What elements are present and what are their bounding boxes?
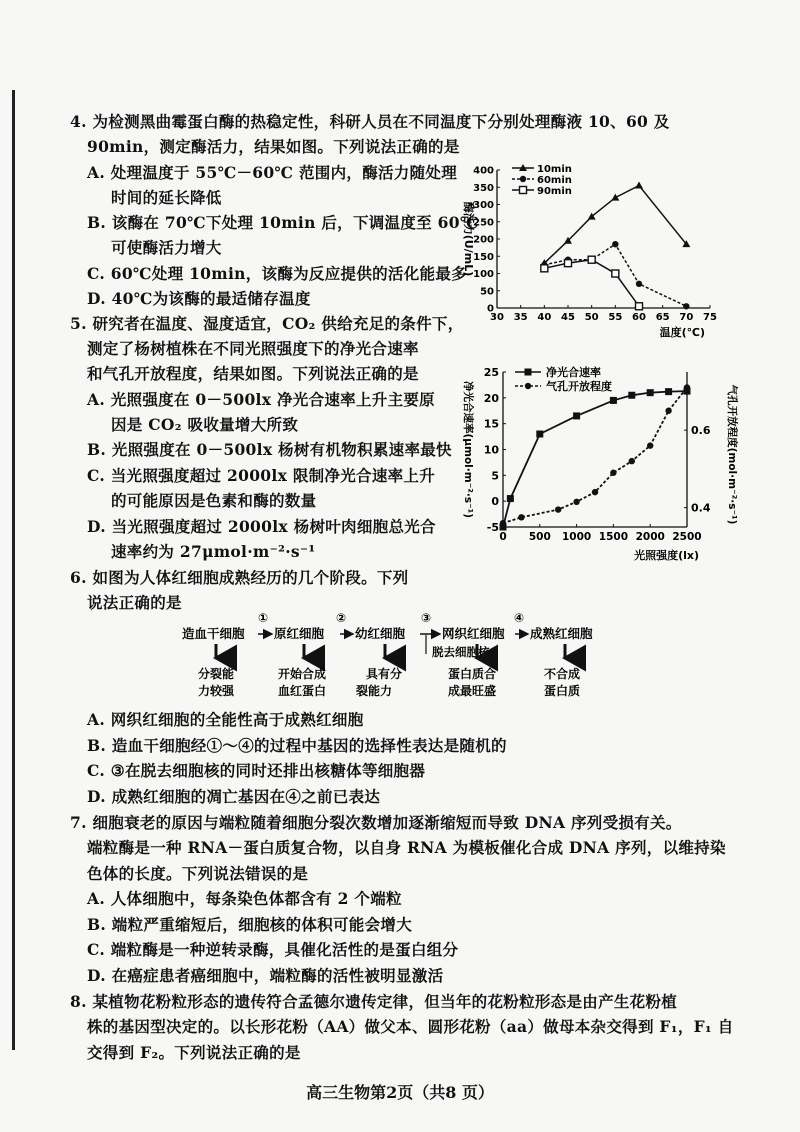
legend-label: 90min xyxy=(537,186,572,197)
x-tick-label: 30 xyxy=(490,312,504,323)
y-tick-label: 250 xyxy=(473,217,494,229)
enzyme-activity-chart xyxy=(455,160,730,338)
q4-option-b-cont: 可使酶活力增大 xyxy=(111,238,222,257)
step-number: ③ xyxy=(421,611,432,625)
stage-label: 网织红细胞 xyxy=(442,626,505,641)
x-tick-label: 75 xyxy=(703,312,717,323)
y-left-tick-label: 15 xyxy=(483,417,499,431)
stage-note: 分裂能 xyxy=(198,667,235,681)
stage-label: 原红细胞 xyxy=(274,626,325,641)
x-tick-label: 65 xyxy=(655,312,670,323)
data-point-60min xyxy=(612,241,618,247)
data-point-净光合速率 xyxy=(507,495,514,502)
q4-option-c: C. 60℃处理 10min，该酶为反应提供的活化能最多 xyxy=(87,264,467,283)
data-point-净光合速率 xyxy=(573,412,580,419)
data-point-净光合速率 xyxy=(536,431,543,438)
y-tick-label: 400 xyxy=(473,165,494,177)
data-point-净光合速率 xyxy=(628,392,635,399)
q5-option-c-cont: 的可能原因是色素和酶的数量 xyxy=(111,491,317,510)
red-cell-maturation-diagram xyxy=(180,606,620,704)
data-point-10min xyxy=(635,182,643,189)
x-tick-label: 1500 xyxy=(598,531,629,543)
step-number: ① xyxy=(258,611,269,625)
x-axis-label: 温度(℃) xyxy=(659,326,705,338)
x-tick-label: 70 xyxy=(679,312,694,323)
q8-stem-line3: 交得到 F₂。下列说法正确的是 xyxy=(87,1043,301,1062)
q5-option-d: D. 当光照强度超过 2000lx 杨树叶肉细胞总光合 xyxy=(87,517,436,536)
q5-stem-line3: 和气孔开放程度，结果如图。下列说法正确的是 xyxy=(87,364,419,383)
stage-note: 力较强 xyxy=(198,684,235,698)
q5-option-c: C. 当光照强度超过 2000lx 限制净光合速率上升 xyxy=(87,466,436,485)
data-point-气孔开放程度 xyxy=(592,489,598,495)
q6-option-d: D. 成熟红细胞的凋亡基因在④之前已表达 xyxy=(87,787,381,806)
data-point-气孔开放程度 xyxy=(610,470,616,476)
y-left-tick-label: 5 xyxy=(491,469,499,483)
legend-label: 10min xyxy=(537,164,572,175)
step-number: ④ xyxy=(514,611,525,625)
x-tick-label: 35 xyxy=(513,312,528,323)
step-number: ② xyxy=(336,611,347,625)
y-right-tick-label: 0.4 xyxy=(691,501,711,515)
y-tick-label: 350 xyxy=(473,182,494,194)
y-left-tick-label: 10 xyxy=(483,443,499,457)
q5-stem-line1: 5. 研究者在温度、湿度适宜，CO₂ 供给充足的条件下， xyxy=(70,314,464,333)
y-axis-label: 酶活力(U/mL) xyxy=(462,201,475,277)
data-point-90min xyxy=(541,265,548,272)
y-tick-label: 50 xyxy=(480,286,494,298)
x-tick-label: 55 xyxy=(608,312,623,323)
q7-option-a: A. 人体细胞中，每条染色体都含有 2 个端粒 xyxy=(87,889,402,908)
q7-stem-line1: 7. 细胞衰老的原因与端粒随着细胞分裂次数增加逐渐缩短而导致 DNA 序列受损有关。 xyxy=(70,813,682,832)
q6-option-b: B. 造血干细胞经①～④的过程中基因的选择性表达是随机的 xyxy=(87,736,507,755)
page-footer: 高三生物第2页（共8 页） xyxy=(306,1083,494,1102)
legend-marker xyxy=(520,176,526,182)
q4-option-a-cont: 时间的延长降低 xyxy=(111,188,222,207)
data-point-90min xyxy=(636,303,643,310)
legend-label: 净光合速率 xyxy=(546,366,601,379)
x-tick-label: 2500 xyxy=(672,531,702,543)
stage-note: 蛋白质 xyxy=(544,684,581,698)
q4-stem-line2: 90min，测定酶活力，结果如图。下列说法正确的是 xyxy=(87,137,460,156)
q5-option-a: A. 光照强度在 0－500lx 净光合速率上升主要原 xyxy=(87,390,435,409)
data-point-60min xyxy=(683,303,689,309)
q7-option-d: D. 在癌症患者癌细胞中，端粒酶的活性被明显激活 xyxy=(87,966,444,985)
stage-note: 蛋白质合 xyxy=(448,667,497,681)
y-tick-label: 0 xyxy=(487,303,494,315)
side-note-label: 脱去细胞核 xyxy=(432,645,490,659)
q6-stem-line2: 说法正确的是 xyxy=(87,593,182,612)
stage-note: 裂能力 xyxy=(356,684,393,698)
data-point-气孔开放程度 xyxy=(647,442,653,448)
photosynthesis-chart xyxy=(455,362,745,572)
data-point-90min xyxy=(565,260,572,267)
data-point-气孔开放程度 xyxy=(629,458,635,464)
q5-option-d-cont: 速率约为 27μmol·m⁻²·s⁻¹ xyxy=(111,542,316,561)
data-point-气孔开放程度 xyxy=(555,506,561,512)
data-point-气孔开放程度 xyxy=(518,514,524,520)
data-point-60min xyxy=(636,281,642,287)
stage-note: 成最旺盛 xyxy=(448,684,497,698)
y-left-tick-label: -5 xyxy=(486,521,499,534)
data-point-气孔开放程度 xyxy=(573,499,579,505)
y-right-axis-label: 气孔开放程度(mol·m⁻²·s⁻¹) xyxy=(726,384,738,525)
q7-stem-line2: 端粒酶是一种 RNA－蛋白质复合物，以自身 RNA 为模板催化合成 DNA 序列，以维持染 xyxy=(87,838,726,857)
x-tick-label: 0 xyxy=(499,531,507,543)
stage-label: 成熟红细胞 xyxy=(530,626,593,641)
data-point-净光合速率 xyxy=(647,389,654,396)
x-tick-label: 60 xyxy=(632,312,646,323)
y-left-tick-label: 0 xyxy=(491,495,499,509)
q4-option-b: B. 该酶在 70℃下处理 10min 后，下调温度至 60℃ xyxy=(87,213,479,232)
q8-stem-line2: 株的基因型决定的。以长形花粉（AA）做父本、圆形花粉（aa）做母本杂交得到 F₁，F₁ 自 xyxy=(87,1017,734,1036)
q6-option-c: C. ③在脱去细胞核的同时还排出核糖体等细胞器 xyxy=(87,761,426,780)
q7-option-c: C. 端粒酶是一种逆转录酶，具催化活性的是蛋白组分 xyxy=(87,940,459,959)
stage-label: 幼红细胞 xyxy=(355,626,406,641)
q5-option-b: B. 光照强度在 0－500lx 杨树有机物积累速率最快 xyxy=(87,440,452,459)
q4-stem-line1: 4. 为检测黑曲霉蛋白酶的热稳定性，科研人员在不同温度下分别处理酶液 10、60 及 xyxy=(70,112,670,131)
x-tick-label: 2000 xyxy=(635,531,665,543)
y-right-tick-label: 0.6 xyxy=(691,424,711,438)
stage-note: 不合成 xyxy=(544,667,581,681)
y-left-axis-label: 净光合速率(μmol·m⁻²·s⁻¹) xyxy=(462,380,474,519)
legend-label: 60min xyxy=(537,175,572,186)
y-tick-label: 150 xyxy=(473,251,494,263)
data-point-90min xyxy=(588,256,595,263)
data-point-90min xyxy=(612,270,619,277)
stage-note: 血红蛋白 xyxy=(278,684,327,698)
series-line-90min xyxy=(544,260,639,307)
x-tick-label: 500 xyxy=(528,531,551,543)
q4-option-d: D. 40℃为该酶的最适储存温度 xyxy=(87,289,311,308)
x-tick-label: 50 xyxy=(584,312,599,323)
y-tick-label: 100 xyxy=(473,269,494,280)
series-line-净光合速率 xyxy=(503,391,687,527)
q7-stem-line3: 色体的长度。下列说法错误的是 xyxy=(87,864,309,883)
legend-label: 气孔开放程度 xyxy=(546,380,612,393)
q5-stem-line2: 测定了杨树植株在不同光照强度下的净光合速率 xyxy=(87,339,419,358)
y-left-tick-label: 20 xyxy=(483,391,499,405)
stage-note: 具有分 xyxy=(366,667,403,681)
q7-option-b: B. 端粒严重缩短后，细胞核的体积可能会增大 xyxy=(87,915,412,934)
legend-marker xyxy=(525,383,531,389)
y-tick-label: 300 xyxy=(473,200,494,211)
data-point-10min xyxy=(611,194,619,201)
q4-option-a: A. 处理温度于 55℃－60℃ 范围内，酶活力随处理 xyxy=(87,163,457,182)
data-point-气孔开放程度 xyxy=(665,408,671,414)
x-tick-label: 40 xyxy=(537,312,552,323)
data-point-净光合速率 xyxy=(610,397,617,404)
binding-margin-line xyxy=(12,90,15,1050)
data-point-气孔开放程度 xyxy=(500,520,506,526)
data-point-气孔开放程度 xyxy=(684,384,690,390)
q5-option-a-cont: 因是 CO₂ 吸收量增大所致 xyxy=(111,415,299,434)
stage-note: 开始合成 xyxy=(278,667,327,681)
q8-stem-line1: 8. 某植物花粉粒形态的遗传符合孟德尔遗传定律，但当年的花粉粒形态是由产生花粉植 xyxy=(70,992,678,1011)
x-tick-label: 45 xyxy=(561,312,575,323)
y-tick-label: 200 xyxy=(473,234,494,246)
q6-stem-line1: 6. 如图为人体红细胞成熟经历的几个阶段。下列 xyxy=(70,568,409,587)
x-axis-label: 光照强度(lx) xyxy=(634,549,699,562)
stage-label: 造血干细胞 xyxy=(182,626,245,641)
data-point-净光合速率 xyxy=(665,388,672,395)
q6-option-a: A. 网织红细胞的全能性高于成熟红细胞 xyxy=(87,710,364,729)
legend-marker xyxy=(520,187,527,194)
legend-marker xyxy=(525,369,532,376)
y-left-tick-label: 25 xyxy=(483,366,499,379)
x-tick-label: 1000 xyxy=(561,531,592,543)
